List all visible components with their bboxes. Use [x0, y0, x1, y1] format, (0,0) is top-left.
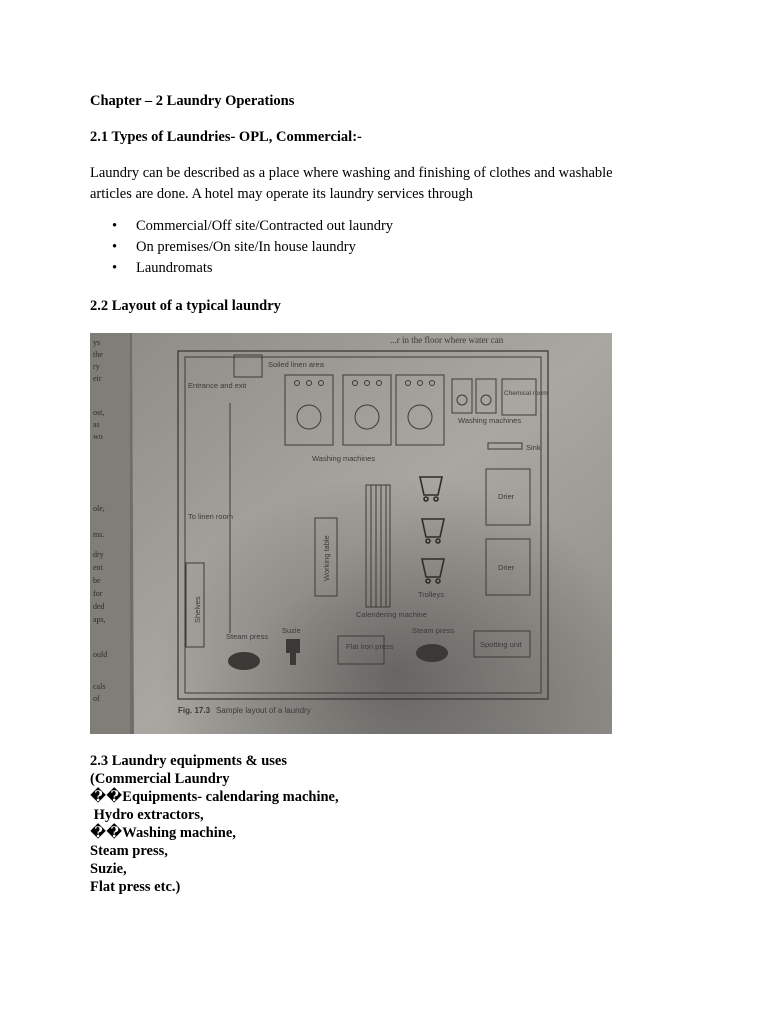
- side-text-line: be: [93, 576, 101, 585]
- soiled-linen-label: Soiled linen area: [268, 360, 324, 369]
- spotting-unit-label: Spotting unit: [480, 640, 522, 649]
- list-item: [90, 258, 393, 279]
- side-text-line: cals: [93, 682, 106, 691]
- side-text-line: ould: [93, 650, 108, 659]
- drier-1-label: Drier: [498, 492, 515, 501]
- side-text-line: ent: [93, 563, 103, 572]
- steam-press-right: [416, 644, 448, 662]
- list-item: [90, 237, 393, 258]
- laundry-layout-photo: [90, 333, 612, 734]
- equipment-line: Steam press,: [90, 843, 168, 859]
- bullet-marker: •: [112, 239, 118, 255]
- side-text-line: ost,: [93, 408, 105, 417]
- linen-room-label: To linen room: [188, 512, 234, 521]
- equipment-line: 2.3 Laundry equipments & uses: [90, 753, 287, 769]
- trolleys-label: Trolleys: [418, 590, 444, 599]
- side-text-line: aps,: [93, 615, 106, 624]
- side-text-line: the: [93, 350, 103, 359]
- figure-caption-number: Fig. 17.3: [178, 706, 211, 715]
- bullet-marker: •: [112, 218, 118, 234]
- side-text-line: ys: [93, 338, 101, 347]
- equipment-line: (Commercial Laundry: [90, 771, 230, 787]
- suzie: [286, 639, 300, 653]
- side-text-line: for: [93, 589, 103, 598]
- equipment-line: ��Washing machine,: [90, 825, 236, 841]
- suzie-stand: [290, 653, 296, 665]
- side-text-line: wo: [93, 432, 103, 441]
- suzie-label: Suzie: [282, 626, 301, 635]
- side-text-line: as: [93, 420, 100, 429]
- section-heading-types: 2.1 Types of Laundries- OPL, Commercial:-: [90, 129, 362, 145]
- figure-top-text: ...r in the floor where water can: [390, 335, 504, 345]
- entrance-label: Entrance and exit: [188, 381, 247, 390]
- equipment-section: [90, 752, 339, 896]
- list-item-text: Commercial/Off site/Contracted out laundry: [136, 218, 394, 234]
- steam-press-left: [228, 652, 260, 670]
- layout-figure: [90, 333, 612, 734]
- washing-machines-label: Washing machines: [312, 454, 376, 463]
- side-text-line: dry: [93, 550, 104, 559]
- chemical-room-label: Chemical room: [504, 390, 548, 397]
- steam-press-left-label: Steam press: [226, 632, 269, 641]
- side-text-line: of: [93, 694, 100, 703]
- list-item-text: Laundromats: [136, 260, 213, 276]
- side-text-line: ms.: [93, 530, 105, 539]
- section-heading-layout: 2.2 Layout of a typical laundry: [90, 298, 281, 314]
- working-table-label: Working table: [322, 535, 331, 581]
- laundry-types-list: [90, 216, 393, 279]
- calendering-label: Calendering machine: [356, 610, 427, 619]
- figure-caption: Sample layout of a laundry: [216, 706, 311, 715]
- flat-iron-press-label: Flat iron press: [346, 642, 394, 651]
- shelves-label: Shelves: [193, 596, 202, 623]
- small-machines-label: Washing machines: [458, 416, 522, 425]
- equipment-line: Suzie,: [90, 861, 127, 877]
- chapter-title: Chapter – 2 Laundry Operations: [90, 93, 295, 109]
- list-item-text: On premises/On site/In house laundry: [136, 239, 356, 255]
- drier-2-label: Drier: [498, 563, 515, 572]
- side-text-line: eir: [93, 374, 102, 383]
- sink-label: Sink: [526, 443, 541, 452]
- intro-paragraph: Laundry can be described as a place where washing and finishing of clothes and washable articles are done. A hotel may operate its laundry services through: [90, 165, 613, 202]
- side-text-line: ded: [93, 602, 105, 611]
- equipment-line: Flat press etc.): [90, 879, 181, 895]
- bullet-marker: •: [112, 260, 118, 276]
- steam-press-right-label: Steam press: [412, 626, 455, 635]
- list-item: [90, 216, 393, 237]
- equipment-line: Hydro extractors,: [90, 807, 204, 823]
- equipment-line: ��Equipments- calendaring machine,: [90, 789, 339, 805]
- side-text-line: ole,: [93, 504, 105, 513]
- side-text-line: ry: [93, 362, 100, 371]
